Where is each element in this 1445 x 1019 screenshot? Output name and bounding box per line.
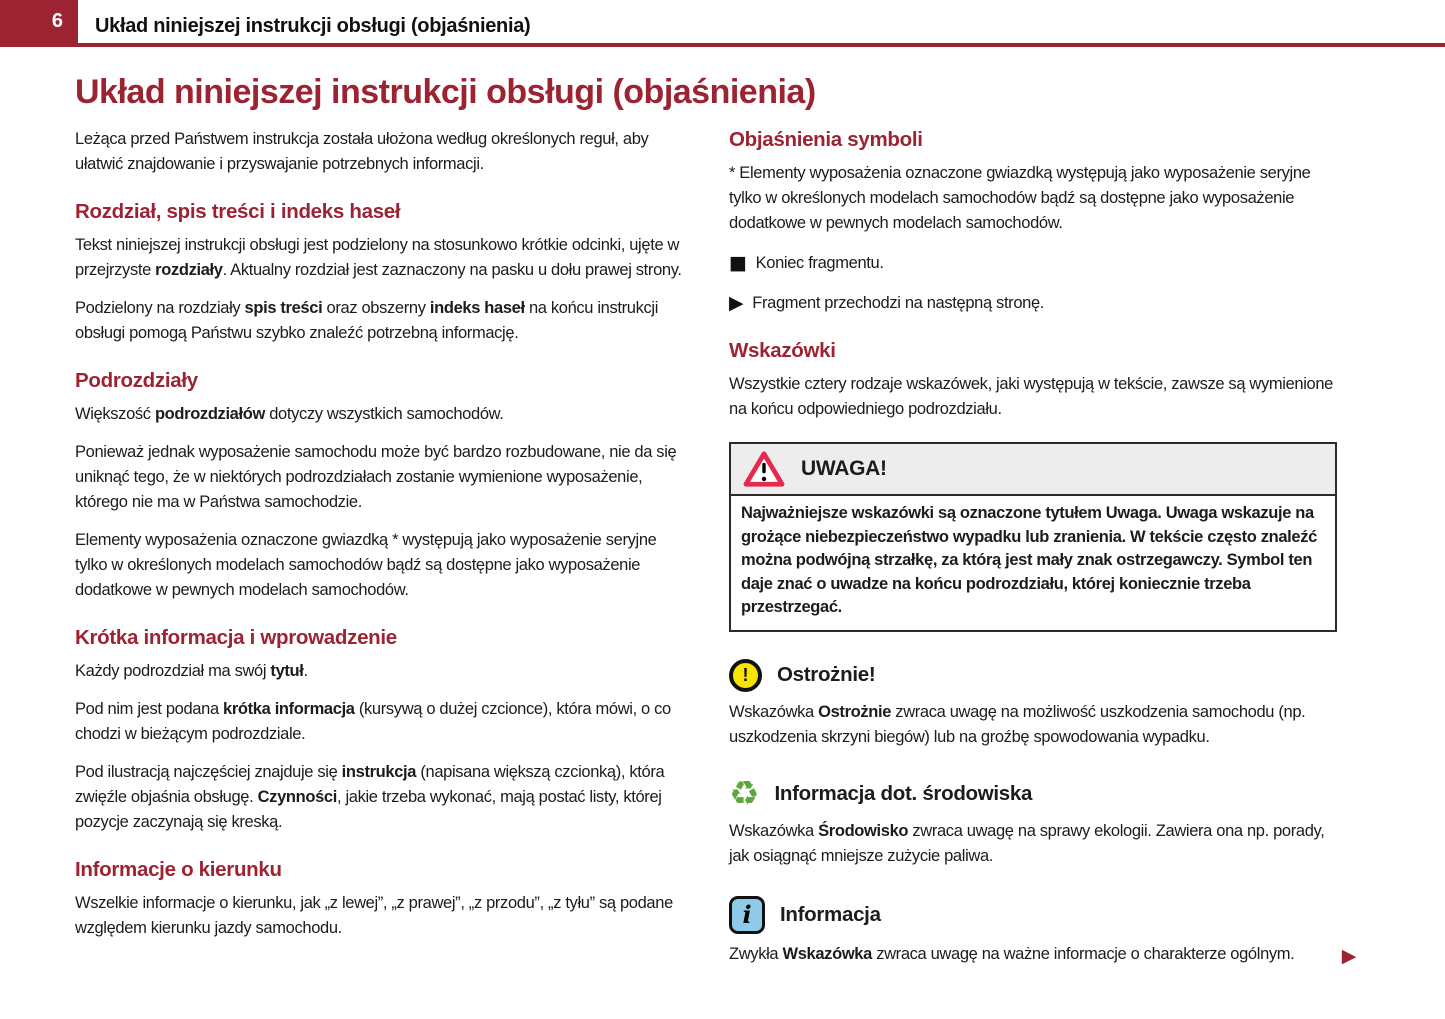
paragraph: Wszystkie cztery rodzaje wskazówek, jaki występują w tekście, zawsze są wymienione na końcu odpowiedniego podrozdziału.: [729, 375, 1334, 418]
info-paragraph: [729, 942, 1356, 967]
environment-title: Informacja dot. środowiska: [774, 781, 1033, 805]
info-note-header: [729, 896, 1337, 934]
paragraph: Tekst niniejszej instrukcji obsługi jest podzielony na stosunkowo krótkie odcinki, ujęte w przejrzyste rozdziały. Aktualny rozdział jest zaznaczony na pasku u dołu prawej strony.: [75, 236, 682, 279]
paragraph: Każdy podrozdział ma swój tytuł.: [75, 662, 308, 680]
section-heading-symbols: Objaśnienia symboli: [729, 128, 923, 151]
environment-paragraph: Wskazówka Środowisko zwraca uwagę na sprawy ekologii. Zawiera ona np. porady, jak osiągnąć mniejsze zużycie paliwa.: [729, 821, 1325, 865]
paragraph: * Elementy wyposażenia oznaczone gwiazdką występują jako wyposażenie seryjne tylko w określonych modelach samochodów bądź są dostępne jako wyposażenie dodatkowe w pewnych modelach samochodów.: [729, 164, 1311, 232]
paragraph: Podzielony na rozdziały spis treści oraz obszerny indeks haseł na końcu instrukcji obsługi pomogą Państwu szybko znaleźć potrzebną informację.: [75, 299, 659, 342]
header-chapter-title: Układ niniejszej instrukcji obsługi (objaśnienia): [95, 15, 531, 37]
paragraph: Ponieważ jednak wyposażenie samochodu może być bardzo rozbudowane, nie da się uniknąć tego, że w niektórych podrozdziałach zostanie wymienione wyposażenie, którego nie ma w Państwa samochodzie.: [75, 443, 677, 511]
left-column: [75, 127, 683, 954]
info-icon: i: [729, 896, 765, 934]
environment-note-header: [729, 773, 1337, 814]
caution-note-header: [729, 659, 1337, 692]
info-paragraph-text: Zwykła Wskazówka zwraca uwagę na ważne informacje o charakterze ogólnym.: [729, 944, 1295, 963]
page-number: 6: [51, 10, 63, 32]
paragraph: Pod nim jest podana krótka informacja (kursywą o dużej czcionce), która mówi, o co chodzi w bieżącym podrozdziale.: [75, 700, 671, 743]
recycle-icon: ♻: [729, 773, 760, 814]
caution-title: Ostrożnie!: [777, 663, 876, 686]
page-title: Układ niniejszej instrukcji obsługi (objaśnienia): [75, 73, 816, 111]
paragraph: Elementy wyposażenia oznaczone gwiazdką * występują jako wyposażenie seryjne tylko w określonych modelach samochodów bądź są dostępne jako wyposażenie dodatkowe w pewnych modelach samochodów.: [75, 531, 657, 599]
caution-paragraph: Wskazówka Ostrożnie zwraca uwagę na możliwość uszkodzenia samochodu (np. uszkodzenia skrzyni biegów) lub na groźbę spowodowania wypadku.: [729, 702, 1306, 746]
continuation-arrow-icon: ▶: [1341, 944, 1356, 967]
intro-paragraph: Leżąca przed Państwem instrukcja została ułożona według określonych reguł, aby ułatwić znajdowanie i przyswajanie potrzebnych informacji.: [75, 130, 649, 173]
page-header: [0, 0, 1445, 47]
section-heading-direction: Informacje o kierunku: [75, 858, 282, 881]
section-heading-chapters: Rozdział, spis treści i indeks haseł: [75, 200, 401, 223]
right-column: [729, 127, 1356, 980]
info-title: Informacja: [780, 902, 881, 926]
section-heading-subchapters: Podrozdziały: [75, 369, 198, 392]
warning-box-header: [731, 444, 1335, 496]
continuation-label: Fragment przechodzi na następną stronę.: [752, 294, 1045, 312]
content-columns: [75, 127, 1356, 980]
caution-circle-icon: !: [729, 659, 762, 692]
section-heading-notes: Wskazówki: [729, 339, 836, 362]
symbol-legend-row: [729, 251, 1337, 276]
symbol-legend-row: [729, 291, 1337, 316]
warning-triangle-icon: [743, 450, 785, 488]
continuation-arrow-icon: ▶: [729, 292, 744, 314]
paragraph: Wszelkie informacje o kierunku, jak „z lewej”, „z prawej”, „z przodu”, „z tyłu” są podane względem kierunku jazdy samochodu.: [75, 894, 673, 937]
end-of-fragment-label: Koniec fragmentu.: [755, 254, 884, 272]
page-number-badge: [0, 0, 78, 43]
warning-title: UWAGA!: [801, 457, 887, 480]
warning-box: [729, 442, 1337, 632]
paragraph: Większość podrozdziałów dotyczy wszystkich samochodów.: [75, 405, 504, 423]
paragraph: Pod ilustracją najczęściej znajduje się instrukcja (napisana większą czcionką), która zwięźle objaśnia obsługę. Czynności, jakie trzeba wykonać, mają postać listy, której pozycje zaczynają się kreską.: [75, 763, 665, 831]
section-heading-brief-info: Krótka informacja i wprowadzenie: [75, 626, 397, 649]
end-of-fragment-icon: ■: [729, 252, 747, 274]
warning-body: Najważniejsze wskazówki są oznaczone tytułem Uwaga. Uwaga wskazuje na grożące niebezpieczeństwo wypadku lub zranienia. W tekście często znaleźć można podwójną strzałkę, za którą jest mały znak ostrzegawczy. Symbol ten daje znać o uwadze na końcu podrozdziału, której koniecznie trzeba przestrzegać.: [741, 504, 1317, 616]
